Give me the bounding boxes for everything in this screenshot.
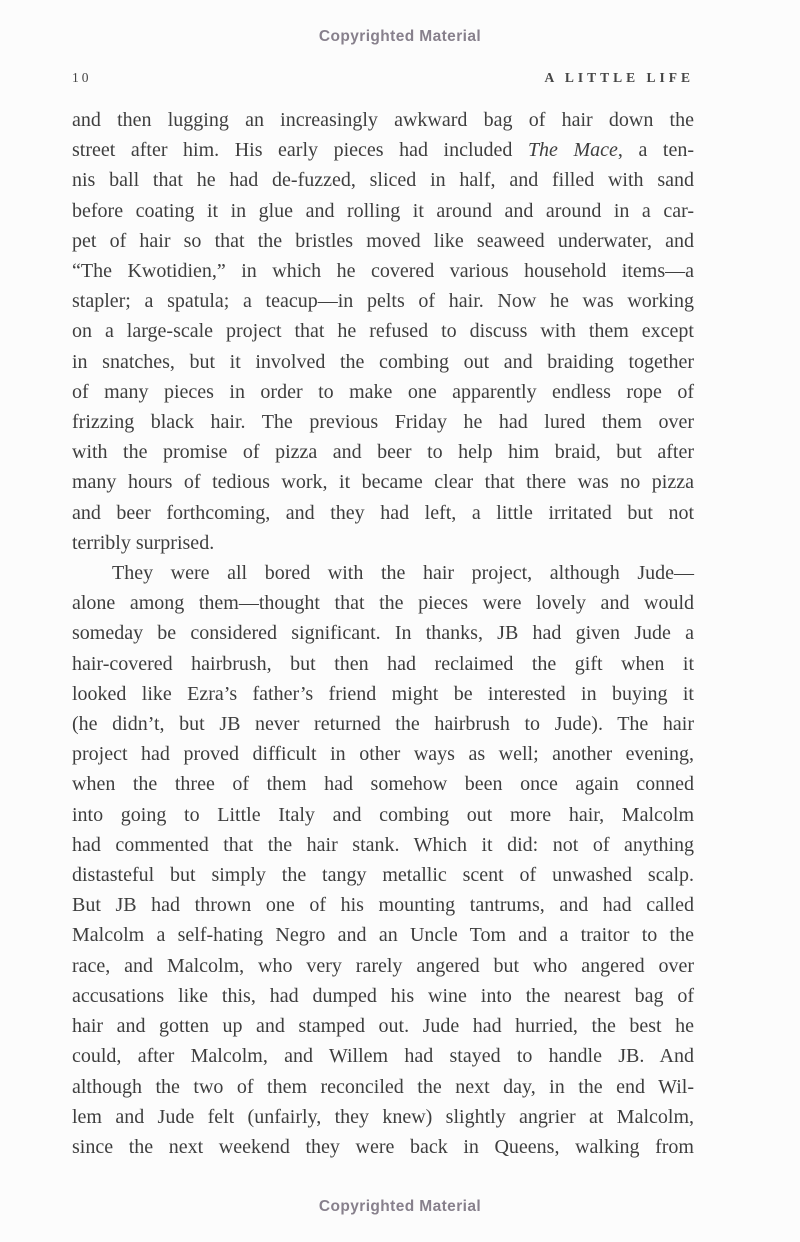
- body-line: when the three of them had somehow been once again conned: [72, 773, 694, 796]
- body-line: had commented that the hair stank. Which it did: not of anything: [72, 833, 694, 856]
- body-line: terribly surprised.: [72, 531, 215, 554]
- body-line: “The Kwotidien,” in which he covered various household items—a: [72, 260, 694, 283]
- body-line: lem and Jude felt (unfairly, they knew) slightly angrier at Malcolm,: [72, 1105, 694, 1128]
- italic-title: The Mace: [527, 139, 618, 162]
- body-line: pet of hair so that the bristles moved like seaweed underwater, and: [72, 229, 694, 252]
- body-line: race, and Malcolm, who very rarely angered but who angered over: [72, 954, 694, 977]
- body-line: on a large-scale project that he refused to discuss with them except: [72, 320, 694, 343]
- body-line: (he didn’t, but JB never returned the hairbrush to Jude). The hair: [72, 713, 694, 736]
- body-line: could, after Malcolm, and Willem had stayed to handle JB. And: [72, 1045, 694, 1068]
- body-line: although the two of them reconciled the next day, in the end Wil-: [72, 1075, 694, 1098]
- body-line: Malcolm a self-hating Negro and an Uncle Tom and a traitor to the: [72, 924, 694, 947]
- body-line: project had proved difficult in other ways as well; another evening,: [72, 743, 694, 766]
- body-line: street after him. His early pieces had included The Mace, a ten-: [72, 139, 694, 162]
- copyright-notice-top: Copyrighted Material: [318, 28, 482, 45]
- body-line: since the next weekend they were back in Queens, walking from: [72, 1135, 694, 1158]
- body-line: They were all bored with the hair project, although Jude—: [112, 562, 694, 585]
- body-line: with the promise of pizza and beer to help him braid, but after: [72, 441, 694, 464]
- body-line: of many pieces in order to make one apparently endless rope of: [72, 380, 694, 403]
- body-line: someday be considered significant. In thanks, JB had given Jude a: [72, 622, 694, 645]
- running-head: [72, 70, 694, 86]
- body-line: and then lugging an increasingly awkward bag of hair down the: [72, 109, 694, 131]
- body-line: But JB had thrown one of his mounting tantrums, and had called: [72, 894, 694, 917]
- body-line: stapler; a spatula; a teacup—in pelts of hair. Now he was working: [72, 290, 694, 313]
- body-line: hair and gotten up and stamped out. Jude had hurried, the best he: [72, 1015, 694, 1038]
- page-number: 10: [72, 70, 92, 85]
- body-text: [72, 105, 694, 1162]
- copyright-notice-bottom: Copyrighted Material: [318, 1198, 482, 1215]
- body-line: distasteful but simply the tangy metallic scent of unwashed scalp.: [72, 864, 694, 887]
- body-line: frizzing black hair. The previous Friday he had lured them over: [72, 411, 694, 434]
- body-line: in snatches, but it involved the combing out and braiding together: [72, 350, 694, 373]
- body-line: many hours of tedious work, it became clear that there was no pizza: [72, 471, 694, 494]
- running-title: A LITTLE LIFE: [544, 70, 694, 85]
- body-line: alone among them—thought that the pieces were lovely and would: [72, 592, 694, 615]
- body-line: and beer forthcoming, and they had left, a little irritated but not: [72, 501, 694, 524]
- body-line: into going to Little Italy and combing out more hair, Malcolm: [72, 803, 694, 826]
- body-line: hair-covered hairbrush, but then had reclaimed the gift when it: [72, 652, 694, 675]
- body-line: looked like Ezra’s father’s friend might be interested in buying it: [72, 682, 694, 705]
- body-line: nis ball that he had de-fuzzed, sliced in half, and filled with sand: [72, 169, 694, 192]
- body-line: before coating it in glue and rolling it around and around in a car-: [72, 199, 694, 222]
- body-line: accusations like this, had dumped his wine into the nearest bag of: [72, 984, 694, 1007]
